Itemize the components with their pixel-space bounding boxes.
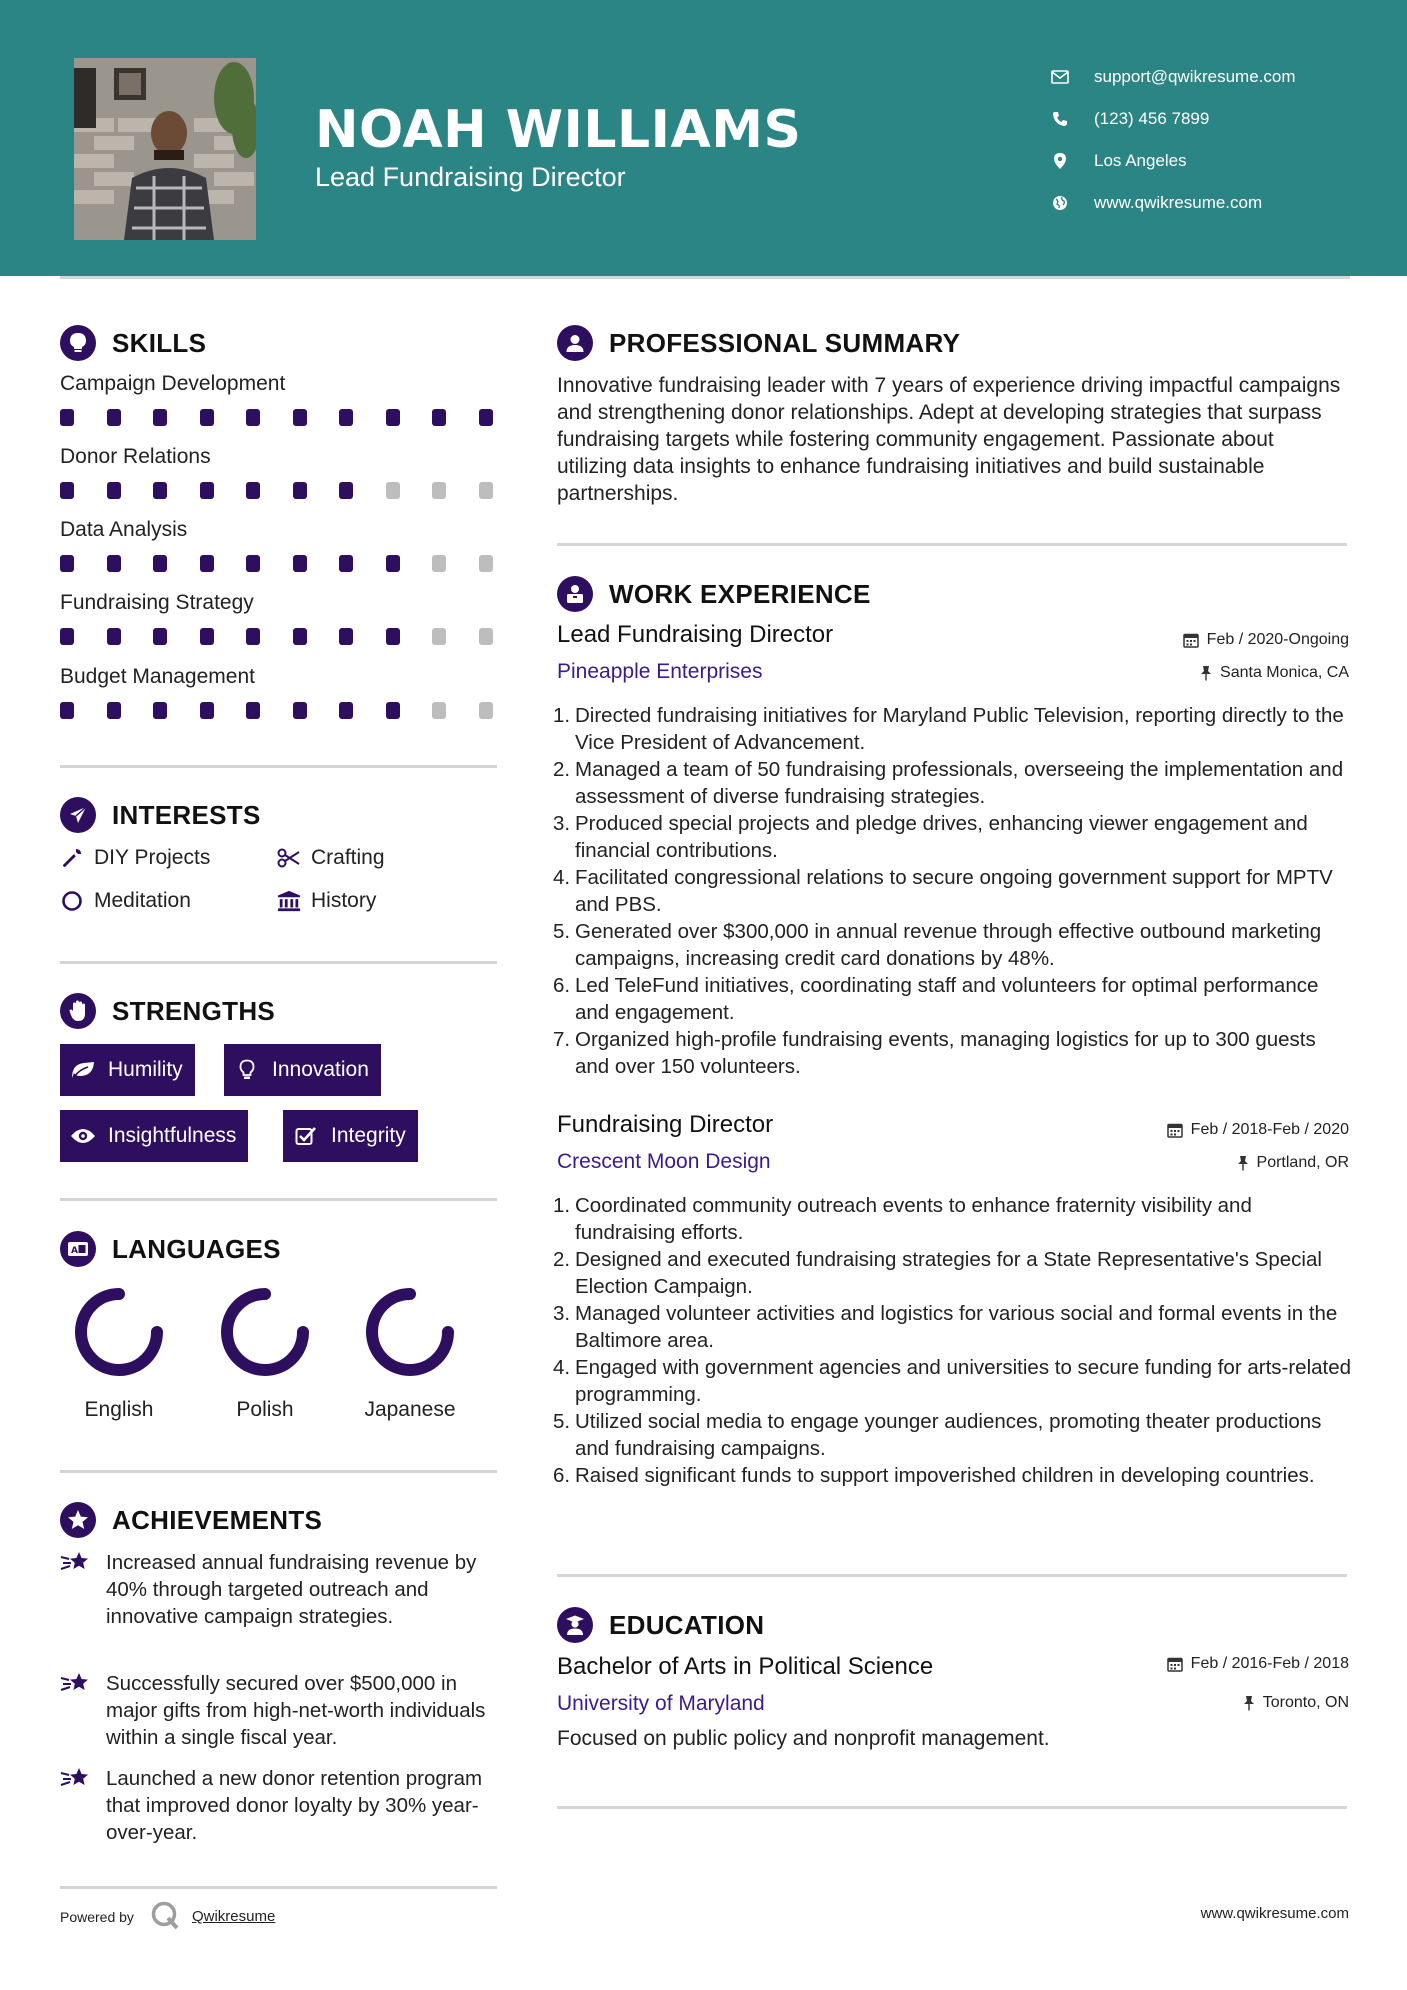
interests-heading	[60, 797, 261, 833]
wrench-icon	[60, 846, 84, 870]
skill-dot-filled	[60, 702, 74, 719]
interest-item	[277, 846, 385, 870]
strength-chip	[60, 1110, 248, 1162]
language-gauge-arc	[227, 1294, 303, 1370]
eye-icon	[70, 1124, 96, 1148]
skill-label: Donor Relations	[60, 445, 211, 468]
duty-text: Designed and executed fundraising strategies for a State Representative's Special Election Campaign.	[575, 1248, 1322, 1298]
skill-dot-filled	[386, 628, 400, 645]
achievement-item	[60, 1670, 500, 1751]
language-item	[64, 1284, 174, 1422]
skill-label: Fundraising Strategy	[60, 591, 254, 614]
pushpin-icon	[1243, 1695, 1255, 1711]
job-title: Fundraising Director	[557, 1111, 774, 1138]
school-name: University of Maryland	[557, 1692, 765, 1715]
skill-dot-empty	[386, 482, 400, 499]
strength-label: Humility	[108, 1058, 183, 1081]
job-title: Lead Fundraising Director	[557, 621, 834, 648]
duty-number: 1.	[553, 1194, 571, 1217]
user-icon	[557, 325, 593, 361]
skill-dot-empty	[479, 702, 493, 719]
skill-dot-filled	[386, 702, 400, 719]
paper-plane-icon	[60, 797, 96, 833]
language-item	[210, 1284, 320, 1422]
achievement-item	[60, 1549, 500, 1630]
skill-dot-filled	[60, 555, 74, 572]
contact-location	[1050, 140, 1296, 182]
briefcase-user-icon	[557, 576, 593, 612]
duty-text: Led TeleFund initiatives, coordinating staff and volunteers for optimal performance and engagement.	[575, 974, 1319, 1024]
duty-number: 4.	[553, 1356, 571, 1379]
duty-item	[553, 702, 1352, 756]
education-location	[1243, 1694, 1349, 1712]
duty-text: Managed a team of 50 fundraising professionals, overseeing the implementation and assessment of diverse fundraising strategies.	[575, 758, 1344, 808]
skill-dot-filled	[200, 702, 214, 719]
calendar-icon	[1183, 632, 1199, 648]
education-title: EDUCATION	[609, 1609, 765, 1640]
skill-dot-filled	[153, 482, 167, 499]
language-gauge	[362, 1284, 458, 1380]
skill-dot-empty	[432, 628, 446, 645]
interest-item	[60, 889, 191, 913]
skill-dot-filled	[386, 555, 400, 572]
skill-dot-filled	[107, 409, 121, 426]
skill-dot-filled	[339, 555, 353, 572]
svg-text:A: A	[71, 1246, 78, 1256]
achievement-text: Launched a new donor retention program that improved donor loyalty by 30% year-over-year.	[106, 1767, 483, 1844]
language-gauge	[71, 1284, 167, 1380]
duty-item	[553, 1026, 1352, 1080]
shooting-star-icon	[60, 1670, 92, 1700]
skill-dot-empty	[432, 555, 446, 572]
skill-label: Data Analysis	[60, 518, 188, 541]
skill-dot-filled	[246, 555, 260, 572]
qwikresume-link[interactable]: Qwikresume	[191, 1908, 276, 1925]
skill-rating	[60, 628, 525, 645]
language-gauge-arc	[81, 1294, 157, 1370]
skill-dot-filled	[246, 409, 260, 426]
skill-dot-filled	[339, 482, 353, 499]
duty-number: 6.	[553, 1464, 571, 1487]
skill-dot-filled	[200, 482, 214, 499]
job-location-text: Portland, OR	[1256, 1154, 1349, 1171]
skill-dot-empty	[479, 555, 493, 572]
contact-email-text: support@qwikresume.com	[1094, 67, 1296, 86]
section-divider	[60, 1886, 497, 1889]
duty-item	[553, 1354, 1352, 1408]
section-divider	[557, 543, 1347, 546]
job-dates-text: Feb / 2018-Feb / 2020	[1190, 1121, 1349, 1138]
contact-phone-text: (123) 456 7899	[1094, 109, 1210, 128]
contact-phone[interactable]	[1050, 98, 1296, 140]
skill-label: Budget Management	[60, 665, 255, 688]
header-divider	[60, 276, 1350, 279]
duty-item	[553, 864, 1352, 918]
skill-rating	[60, 555, 525, 572]
section-divider	[557, 1574, 1347, 1577]
interest-item	[60, 846, 210, 870]
duty-item	[553, 972, 1352, 1026]
skill-dot-filled	[246, 702, 260, 719]
education-dates-text: Feb / 2016-Feb / 2018	[1190, 1655, 1349, 1672]
calendar-icon	[1167, 1122, 1183, 1138]
skill-dot-filled	[479, 409, 493, 426]
job-duties	[553, 702, 1352, 1080]
interest-label: History	[311, 889, 377, 912]
duty-text: Utilized social media to engage younger audiences, promoting theater productions and fundraising campaigns.	[575, 1410, 1322, 1460]
section-divider	[60, 961, 497, 964]
envelope-icon	[1050, 67, 1070, 87]
skill-dot-filled	[293, 409, 307, 426]
skill-label: Campaign Development	[60, 372, 286, 395]
degree-title: Bachelor of Arts in Political Science	[557, 1653, 934, 1680]
skill-rating	[60, 409, 525, 426]
duty-item	[553, 918, 1352, 972]
strengths-title: STRENGTHS	[112, 995, 276, 1026]
skill-dot-filled	[246, 628, 260, 645]
achievements-heading	[60, 1502, 322, 1538]
strength-label: Innovation	[272, 1058, 369, 1081]
circle-icon	[60, 889, 84, 913]
skill-dot-filled	[107, 702, 121, 719]
duty-text: Generated over $300,000 in annual revenue through effective outbound marketing campaigns, increasing credit card donations by 48%.	[575, 920, 1322, 970]
duty-number: 3.	[553, 812, 571, 835]
contact-website-text: www.qwikresume.com	[1094, 193, 1263, 212]
duty-item	[553, 1192, 1352, 1246]
location-pin-icon	[1050, 151, 1070, 171]
pushpin-icon	[1200, 665, 1212, 681]
experience-heading	[557, 576, 871, 612]
scissors-icon	[277, 846, 301, 870]
skill-dot-empty	[432, 702, 446, 719]
summary-heading	[557, 325, 960, 361]
duty-text: Facilitated congressional relations to secure ongoing government support for MPTV and PBS.	[575, 866, 1333, 916]
duty-number: 2.	[553, 758, 571, 781]
skill-dot-filled	[293, 628, 307, 645]
language-gauge-arc	[372, 1294, 448, 1370]
duty-item	[553, 756, 1352, 810]
profile-photo	[74, 58, 256, 240]
strengths-heading	[60, 993, 275, 1029]
interests-title: INTERESTS	[112, 799, 261, 830]
duty-text: Managed volunteer activities and logistics for various social and formal events in the Baltimore area.	[575, 1302, 1338, 1352]
skill-rating	[60, 482, 525, 499]
language-label: Polish	[236, 1398, 294, 1421]
skill-dot-filled	[339, 628, 353, 645]
interest-label: Crafting	[311, 846, 385, 869]
job-location-text: Santa Monica, CA	[1220, 664, 1349, 681]
duty-text: Produced special projects and pledge drives, enhancing viewer engagement and financial contributions.	[575, 812, 1308, 862]
education-dates	[1167, 1655, 1349, 1673]
skill-dot-filled	[153, 555, 167, 572]
skill-dot-filled	[293, 702, 307, 719]
skill-dot-filled	[153, 628, 167, 645]
duty-item	[553, 1408, 1352, 1462]
skill-dot-empty	[432, 482, 446, 499]
language-icon	[60, 1231, 96, 1267]
languages-heading	[60, 1231, 281, 1267]
graduate-icon	[557, 1607, 593, 1643]
globe-icon	[1050, 193, 1070, 213]
skill-dot-filled	[107, 628, 121, 645]
skill-dot-filled	[60, 628, 74, 645]
achievement-text: Increased annual fundraising revenue by 40% through targeted outreach and innovative campaign strategies.	[106, 1551, 477, 1628]
bank-icon	[277, 889, 301, 913]
skill-dot-filled	[60, 409, 74, 426]
star-icon	[60, 1502, 96, 1538]
duty-text: Engaged with government agencies and universities to secure funding for arts-related programming.	[575, 1356, 1352, 1406]
interest-item	[277, 889, 376, 913]
strength-label: Integrity	[331, 1124, 406, 1147]
skill-dot-filled	[293, 555, 307, 572]
section-divider	[60, 765, 497, 768]
duty-number: 5.	[553, 1410, 571, 1433]
powered-by	[60, 1900, 275, 1933]
lightbulb-icon	[234, 1058, 260, 1082]
summary-text: Innovative fundraising leader with 7 years of experience driving impactful campaigns and strengthening donor relationships. Adept at developing strategies that surpass fundraising targets while fostering community engagement. Passionate about utilizing data insights to enhance fundraising initiatives and build sustainable partnerships.	[557, 374, 1341, 505]
footer-website[interactable]: www.qwikresume.com	[1200, 1905, 1349, 1922]
job-dates-text: Feb / 2020-Ongoing	[1206, 631, 1349, 648]
skill-dot-filled	[386, 409, 400, 426]
duty-number: 7.	[553, 1028, 571, 1051]
skill-dot-filled	[153, 409, 167, 426]
phone-icon	[1050, 109, 1070, 129]
interest-label: Meditation	[94, 889, 191, 912]
education-heading	[557, 1607, 764, 1643]
candidate-title: Lead Fundraising Director	[315, 162, 626, 192]
language-item	[355, 1284, 465, 1422]
duty-number: 2.	[553, 1248, 571, 1271]
duty-item	[553, 810, 1352, 864]
section-divider	[60, 1198, 497, 1201]
skill-dot-filled	[293, 482, 307, 499]
job-dates	[1183, 631, 1349, 649]
contact-list	[1050, 56, 1296, 224]
skills-title: SKILLS	[112, 327, 207, 358]
job-duties	[553, 1192, 1352, 1489]
job-location	[1237, 1154, 1349, 1172]
language-label: English	[84, 1398, 154, 1421]
strength-chip	[283, 1110, 418, 1162]
skill-dot-filled	[107, 555, 121, 572]
education-location-text: Toronto, ON	[1262, 1694, 1349, 1711]
experience-title: WORK EXPERIENCE	[609, 578, 871, 609]
skill-dot-empty	[479, 628, 493, 645]
powered-by-text: Powered by	[60, 1908, 134, 1925]
achievement-text: Successfully secured over $500,000 in major gifts from high-net-worth individuals within a single fiscal year.	[106, 1672, 486, 1749]
skill-dot-filled	[432, 409, 446, 426]
check-square-icon	[293, 1124, 319, 1148]
duty-item	[553, 1462, 1352, 1489]
skill-dot-filled	[107, 482, 121, 499]
pushpin-icon	[1237, 1155, 1249, 1171]
duty-text: Coordinated community outreach events to enhance fraternity visibility and fundraising efforts.	[575, 1194, 1252, 1244]
contact-website[interactable]	[1050, 182, 1296, 224]
strength-label: Insightfulness	[108, 1124, 237, 1147]
skill-dot-filled	[339, 702, 353, 719]
resume-header	[0, 0, 1407, 276]
company-name: Pineapple Enterprises	[557, 660, 763, 683]
contact-location-text: Los Angeles	[1094, 151, 1187, 170]
duty-number: 1.	[553, 704, 571, 727]
skill-dot-filled	[246, 482, 260, 499]
duty-number: 4.	[553, 866, 571, 889]
shooting-star-icon	[60, 1549, 92, 1579]
skill-dot-filled	[60, 482, 74, 499]
strength-chip	[224, 1044, 381, 1096]
job-location	[1200, 664, 1349, 682]
leaf-icon	[70, 1058, 96, 1082]
skills-heading	[60, 325, 206, 361]
duty-text: Directed fundraising initiatives for Maryland Public Television, reporting directly to the Vice President of Advancement.	[575, 704, 1344, 754]
contact-email[interactable]	[1050, 56, 1296, 98]
lightbulb-icon	[60, 325, 96, 361]
duty-number: 6.	[553, 974, 571, 997]
summary-title: PROFESSIONAL SUMMARY	[609, 327, 961, 358]
company-name: Crescent Moon Design	[557, 1150, 771, 1173]
skill-rating	[60, 702, 525, 719]
duty-number: 5.	[553, 920, 571, 943]
skill-dot-filled	[200, 628, 214, 645]
education-description: Focused on public policy and nonprofit management.	[557, 1727, 1050, 1750]
skill-dot-empty	[479, 482, 493, 499]
strength-chip	[60, 1044, 195, 1096]
candidate-name: NOAH WILLIAMS	[315, 100, 802, 160]
qwikresume-logo-icon	[150, 1900, 180, 1933]
achievement-item	[60, 1765, 500, 1846]
skill-dot-filled	[200, 555, 214, 572]
duty-text: Organized high-profile fundraising events, managing logistics for up to 300 guests and over 150 volunteers.	[575, 1028, 1316, 1078]
section-divider	[557, 1806, 1347, 1809]
calendar-icon	[1167, 1656, 1183, 1672]
duty-item	[553, 1246, 1352, 1300]
hand-icon	[60, 993, 96, 1029]
duty-item	[553, 1300, 1352, 1354]
skill-dot-filled	[339, 409, 353, 426]
interest-label: DIY Projects	[94, 846, 211, 869]
duty-number: 3.	[553, 1302, 571, 1325]
language-label: Japanese	[364, 1398, 456, 1421]
skill-dot-filled	[153, 702, 167, 719]
shooting-star-icon	[60, 1765, 92, 1795]
skill-dot-filled	[200, 409, 214, 426]
achievements-title: ACHIEVEMENTS	[112, 1504, 323, 1535]
languages-title: LANGUAGES	[112, 1233, 281, 1264]
language-gauge	[217, 1284, 313, 1380]
job-dates	[1167, 1121, 1349, 1139]
section-divider	[60, 1470, 497, 1473]
duty-text: Raised significant funds to support impoverished children in developing countries.	[575, 1464, 1315, 1487]
